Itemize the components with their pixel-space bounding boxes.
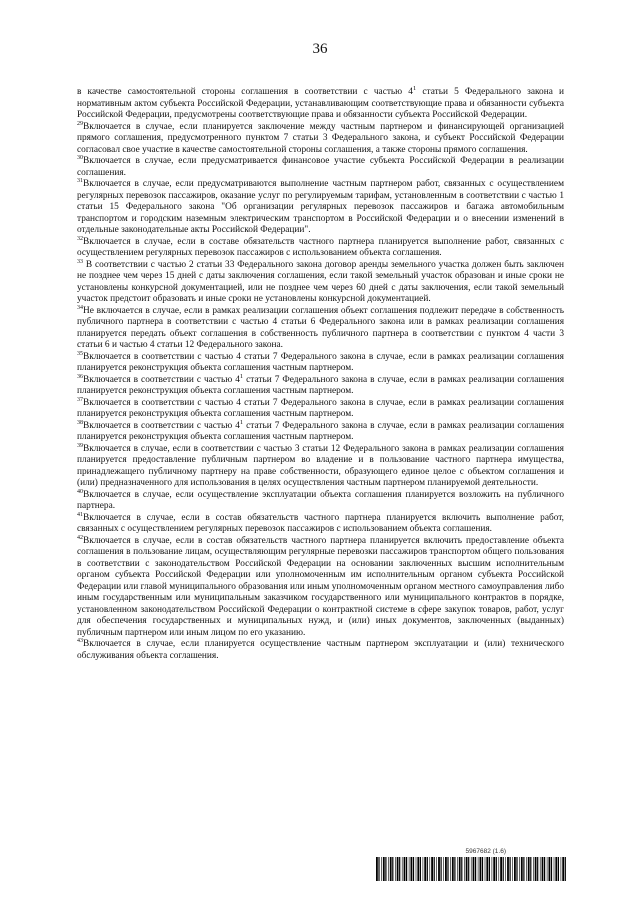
footnote-paragraph bbox=[77, 536, 564, 640]
footnote-number: 36 bbox=[77, 373, 83, 380]
footnote-paragraph bbox=[77, 418, 564, 444]
superscript-index: 1 bbox=[239, 372, 244, 380]
footnote-number: 43 bbox=[77, 637, 83, 644]
superscript-index: 1 bbox=[412, 84, 417, 92]
footnote-text: Включается в случае, если в состав обязательств частного партнера планируется включить предоставление объекта соглашения в пользование лицам, осуществляющим регулярные перевозки пассажиров транспортом общего пользования в соответствии с законодательством Российской Федерации на основании заключенных высшим исполнительным органом субъекта Российской Федерации или уполномоченным им исполнительным органом субъекта Российской Федерации или главой муниципального образования или иным уполномоченным органом местного самоуправления либо иным государственным или муниципальным заказчиком государственного или муниципального контрактов в порядке, установленном законодательством Российской Федерации о контрактной системе в сфере закупок товаров, работ, услуг для обеспечения государственных и муниципальных нужд, и (или) иных документов, заключенных (выданных) публичным партнером или иным лицом по его указанию. bbox=[77, 535, 564, 638]
footnote-number: 41 bbox=[77, 511, 83, 518]
footnote-paragraph bbox=[77, 156, 564, 179]
footnote-text: Включается в случае, если в соответствии с частью 3 статьи 12 Федерального закона в рамках реализации соглашения планируется предоставление публичным партнером во владение и в пользование частного партнера имущества, принадлежащего публичному партнеру на праве собственности, образующего единое целое с объектом соглашения и (или) предназначенного для использования в целях осуществления частным партнером планируемой деятельности. bbox=[77, 443, 564, 488]
superscript-index: 1 bbox=[239, 418, 244, 426]
footnote-paragraph bbox=[77, 372, 564, 398]
footnote-number: 39 bbox=[77, 442, 83, 449]
footnote-number: 34 bbox=[77, 304, 83, 311]
footnote-text: Включается в случае, если предусматриваются выполнение частным партнером работ, связанных с осуществлением регулярных перевозок пассажиров, оказание услуг по регулируемым тарифам, установленным в соответствии с частью 1 статьи 15 Федерального закона "Об организации регулярных перевозок пассажиров и багажа автомобильным транспортом и городским наземным электрическим транспортом в Российской Федерации и о внесении изменений в отдельные законодательные акты Российской Федерации". bbox=[77, 179, 564, 235]
footnote-text: Включается в случае, если планируется заключение между частным партнером и финансирующей организацией прямого соглашения, предусмотренного пунктом 7 статьи 3 Федерального закона, и субъект Российской Федерации согласовал свое участие в качестве самостоятельной стороны соглашения, а также стороны прямого соглашения. bbox=[77, 121, 564, 155]
footnote-paragraph bbox=[77, 122, 564, 157]
footnote-text: В соответствии с частью 2 статьи 33 Федерального закона договор аренды земельного участка должен быть заключен не позднее чем через 15 дней с даты заключения соглашения, если такой земельный участок образован и иные сроки не установлены конкурсной документацией, или не позднее чем через 60 дней с даты заключения, если такой земельный участок предстоит образовать и иные сроки не установлены конкурсной документацией. bbox=[77, 259, 564, 304]
footnote-text: Не включается в случае, если в рамках реализации соглашения объект соглашения подлежит передаче в собственность публичного партнера в соответствии с частью 4 статьи 6 Федерального закона или в рамках реализации соглашения планируется передать объект соглашения в собственность публичного партнера в соответствии с пунктом 4 части 3 статьи 6 и частью 4 статьи 12 Федерального закона. bbox=[77, 305, 564, 350]
footnote-paragraph bbox=[77, 260, 564, 306]
footnotes-block bbox=[77, 84, 564, 662]
footnote-number: 32 bbox=[77, 235, 83, 242]
footnote-paragraph bbox=[77, 237, 564, 260]
footnote-text: Включается в случае, если в состав обязательств частного партнера планируется включить выполнение работ, связанных с осуществлением регулярных перевозок пассажиров с использованием объекта соглашения. bbox=[77, 512, 564, 534]
footnote-text-continued: статьи 7 Федерального закона в случае, если в рамках реализации соглашения планируется реконструкция объекта соглашения частным партнером. bbox=[77, 420, 564, 442]
footnote-paragraph bbox=[77, 179, 564, 237]
barcode-number: 5967682 (1.6) bbox=[465, 848, 506, 855]
footnote-text-continued: статьи 5 Федерального закона и нормативным актом субъекта Российской Федерации, устанавливающим соответствующие права и обязанности субъекта Российской Федерации, предусмотрены соответствующие права и обязанности субъекта Российской Федерации. bbox=[77, 87, 564, 120]
footnote-text: Включается в случае, если осуществление эксплуатации объекта соглашения планируется возложить на публичного партнера. bbox=[77, 489, 564, 511]
footnote-paragraph bbox=[77, 84, 564, 122]
footnote-paragraph bbox=[77, 352, 564, 375]
footnote-paragraph bbox=[77, 444, 564, 490]
footnote-number: 37 bbox=[77, 396, 83, 403]
footnote-text: Включается в случае, если предусматривается финансовое участие субъекта Российской Федерации в реализации соглашения. bbox=[77, 156, 564, 178]
footnote-number: 30 bbox=[77, 154, 83, 161]
footnote-paragraph bbox=[77, 639, 564, 662]
document-barcode bbox=[376, 848, 566, 881]
footnote-number: 31 bbox=[77, 177, 83, 184]
footnote-number: 35 bbox=[77, 350, 83, 357]
footnote-text: Включается в соответствии с частью 4 статьи 7 Федерального закона в случае, если в рамках реализации соглашения планируется реконструкция объекта соглашения частным партнером. bbox=[77, 397, 564, 419]
footnote-text: Включается в соответствии с частью 4 bbox=[83, 374, 240, 385]
footnote-text: Включается в случае, если в составе обязательств частного партнера планируется выполнение работ, связанных с осуществлением регулярных перевозок пассажиров с использованием объекта соглашения. bbox=[77, 236, 564, 258]
footnote-text: Включается в случае, если планируется осуществление частным партнером эксплуатации и (или) технического обслуживания объекта соглашения. bbox=[77, 639, 564, 661]
footnote-text: Включается в соответствии с частью 4 статьи 7 Федерального закона в случае, если в рамках реализации соглашения планируется реконструкция объекта соглашения частным партнером. bbox=[77, 351, 564, 373]
footnote-paragraph bbox=[77, 513, 564, 536]
footnote-paragraph bbox=[77, 306, 564, 352]
footnote-number: 29 bbox=[77, 120, 83, 127]
footnote-paragraph bbox=[77, 398, 564, 421]
footnote-number: 40 bbox=[77, 488, 83, 495]
footnote-number: 38 bbox=[77, 419, 83, 426]
footnote-paragraph bbox=[77, 490, 564, 513]
footnote-text: Включается в соответствии с частью 4 bbox=[83, 420, 240, 431]
page-number: 36 bbox=[312, 41, 328, 57]
barcode-icon bbox=[376, 857, 566, 881]
footnote-number: 33 bbox=[77, 258, 83, 265]
footnote-text-continued: статьи 7 Федерального закона в случае, если в рамках реализации соглашения планируется реконструкция объекта соглашения частным партнером. bbox=[77, 374, 564, 396]
footnote-number: 42 bbox=[77, 534, 83, 541]
footnote-text: в качестве самостоятельной стороны соглашения в соответствии с частью 4 bbox=[77, 87, 413, 97]
